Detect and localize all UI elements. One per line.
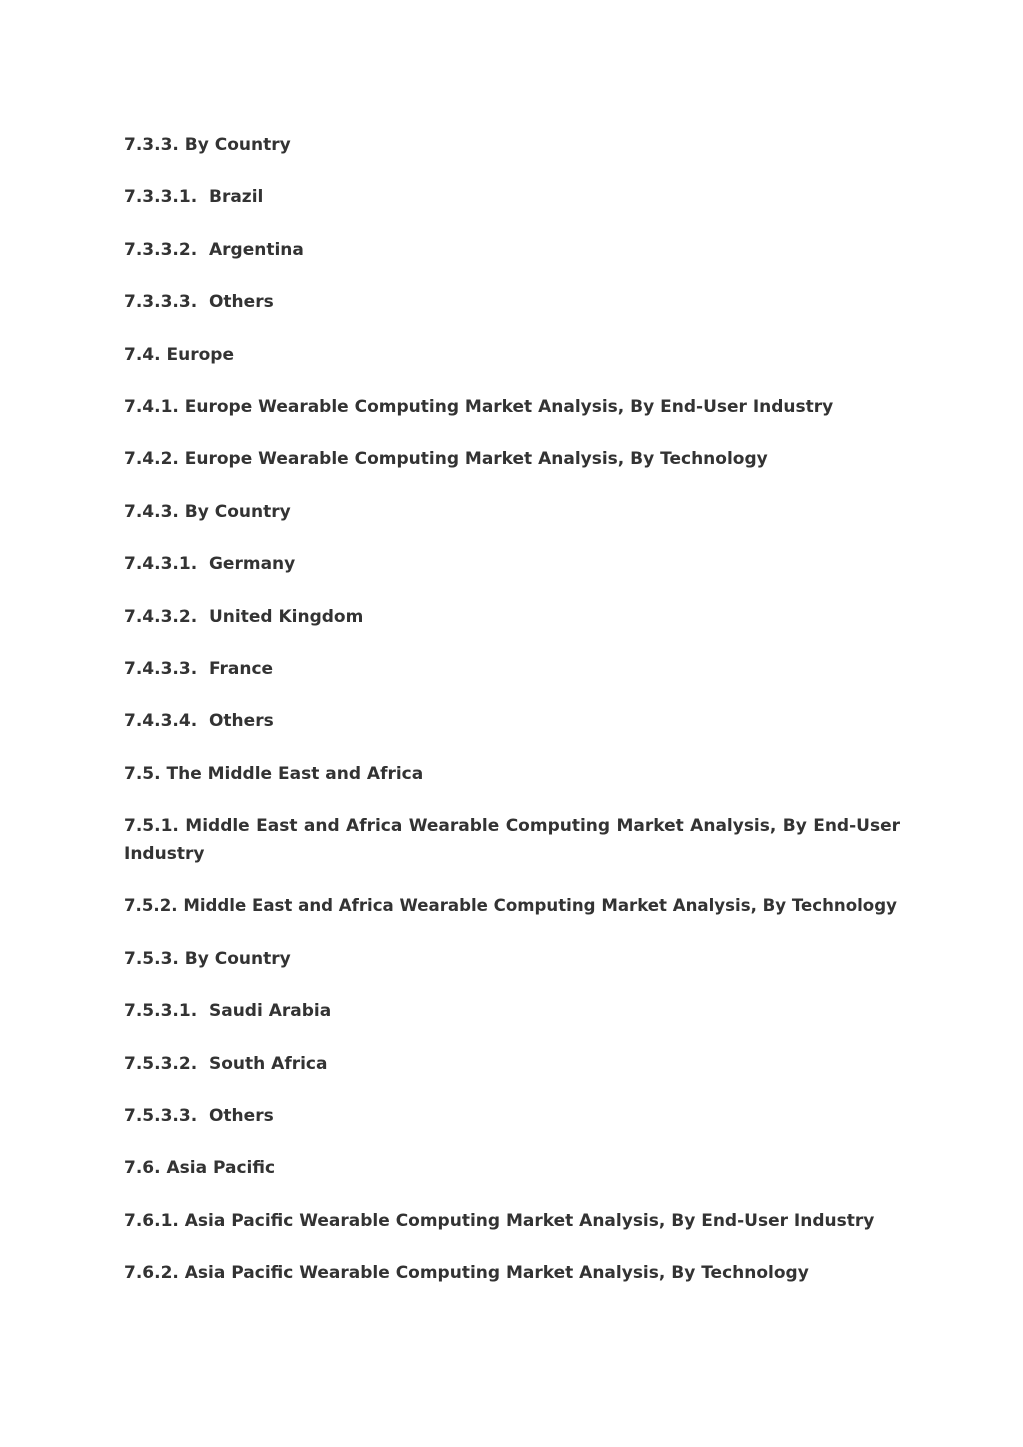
toc-entry-7-6-2: 7.6.2. Asia Pacific Wearable Computing Market Analysis, By Technology [124, 1263, 809, 1284]
toc-entry-7-5-3-1: 7.5.3.1. Saudi Arabia [124, 1001, 332, 1022]
toc-entry-7-5-3: 7.5.3. By Country [124, 948, 291, 969]
toc-entry-7-5-2: 7.5.2. Middle East and Africa Wearable Computing Market Analysis, By Technology [124, 896, 897, 916]
table-of-contents [124, 131, 900, 1312]
toc-entry-7-5: 7.5. The Middle East and Africa [124, 763, 424, 784]
toc-entry-7-3-3-1: 7.3.3.1. Brazil [124, 187, 264, 208]
toc-entry-7-5-3-3: 7.5.3.3. Others [124, 1106, 274, 1127]
toc-entry-7-4: 7.4. Europe [124, 344, 234, 365]
toc-entry-7-4-3-4: 7.4.3.4. Others [124, 711, 274, 732]
toc-entry-7-4-1: 7.4.1. Europe Wearable Computing Market Analysis, By End-User Industry [124, 396, 834, 417]
toc-entry-7-3-3-2: 7.3.3.2. Argentina [124, 239, 304, 260]
toc-entry-7-4-3: 7.4.3. By Country [124, 501, 291, 522]
toc-entry-7-3-3-3: 7.3.3.3. Others [124, 292, 274, 313]
toc-entry-7-4-3-3: 7.4.3.3. France [124, 658, 274, 679]
toc-entry-7-5-3-2: 7.5.3.2. South Africa [124, 1053, 328, 1074]
toc-entry-7-3-3: 7.3.3. By Country [124, 135, 291, 155]
toc-entry-7-6: 7.6. Asia Pacific [124, 1158, 276, 1179]
toc-entry-7-4-3-1: 7.4.3.1. Germany [124, 554, 296, 575]
toc-entry-7-4-3-2: 7.4.3.2. United Kingdom [124, 606, 364, 627]
toc-entry-7-4-2: 7.4.2. Europe Wearable Computing Market Analysis, By Technology [124, 449, 768, 470]
toc-entry-7-5-1: 7.5.1. Middle East and Africa Wearable Computing Market Analysis, By End-User Industry [124, 816, 900, 865]
toc-entry-7-6-1: 7.6.1. Asia Pacific Wearable Computing Market Analysis, By End-User Industry [124, 1210, 875, 1231]
